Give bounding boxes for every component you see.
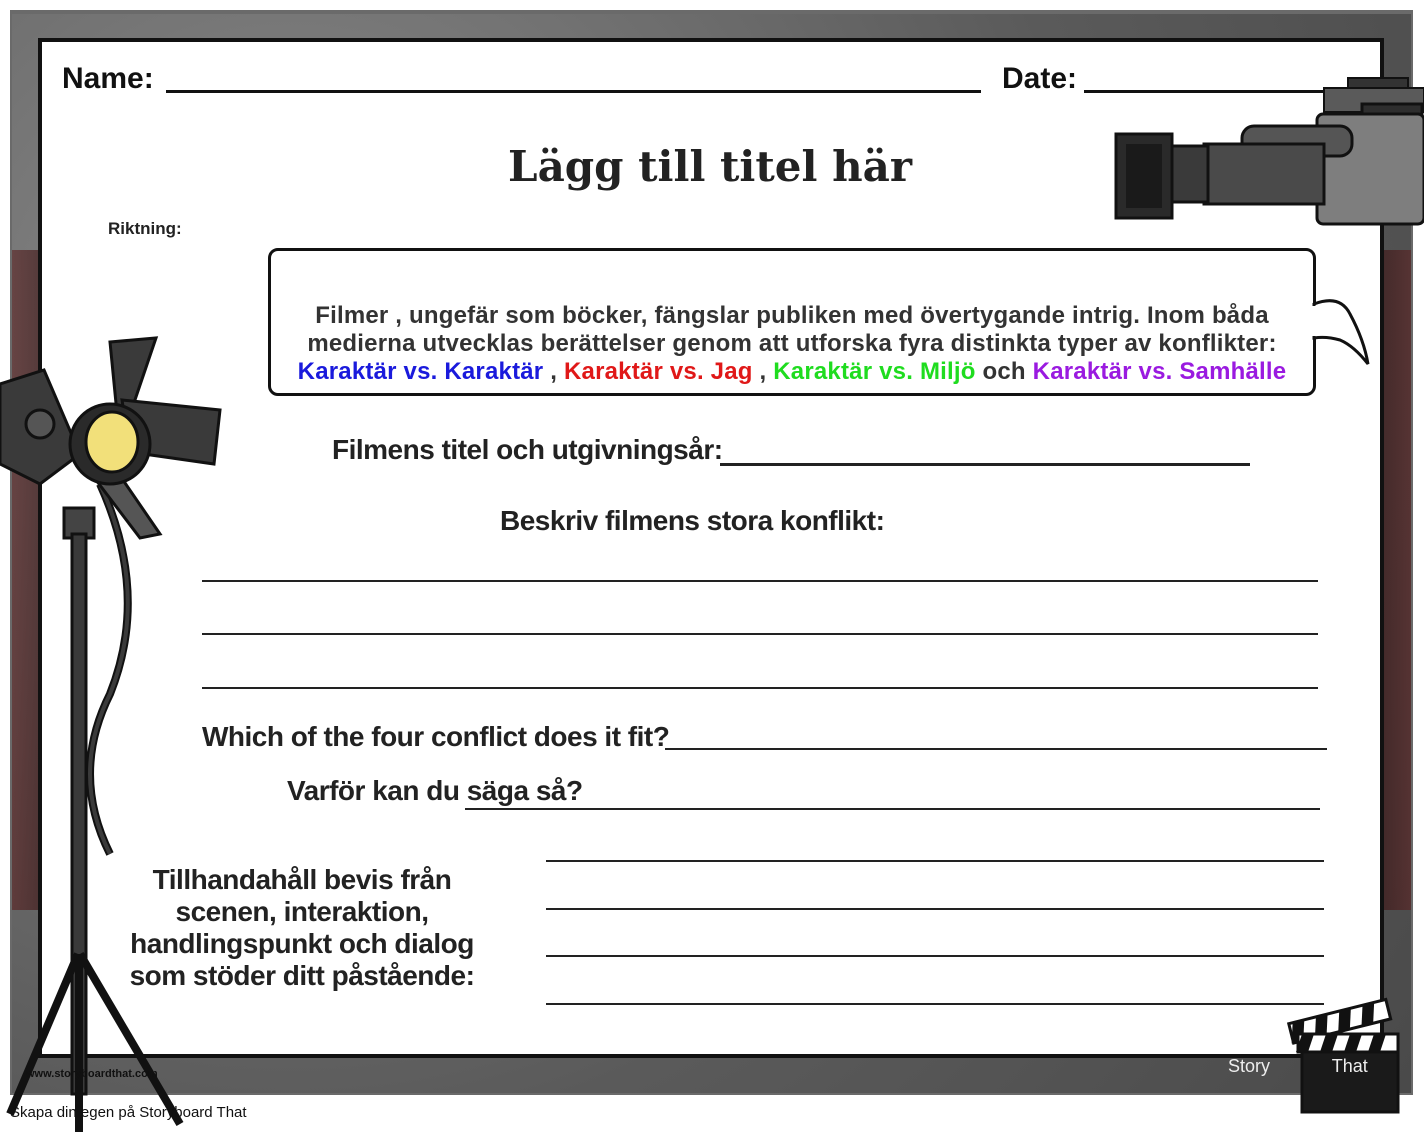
film-title-field[interactable] bbox=[720, 463, 1250, 466]
evidence-line-2[interactable] bbox=[546, 908, 1324, 910]
name-field[interactable] bbox=[166, 90, 981, 93]
spotlight-icon bbox=[0, 334, 224, 1132]
brand-left: Story bbox=[1228, 1056, 1271, 1076]
bubble-tail bbox=[1310, 290, 1374, 370]
evidence-line-3[interactable] bbox=[546, 955, 1324, 957]
clapperboard-icon bbox=[1286, 990, 1406, 1114]
why-field[interactable] bbox=[465, 808, 1320, 810]
which-field[interactable] bbox=[665, 748, 1327, 750]
name-label: Name: bbox=[62, 62, 154, 95]
camera-icon bbox=[1112, 74, 1424, 226]
question-film-title: Filmens titel och utgivningsår: bbox=[332, 434, 723, 465]
direction-label: Riktning: bbox=[108, 219, 182, 238]
conflict-char-vs-char: Karaktär vs. Karaktär bbox=[297, 358, 544, 385]
curtain-right bbox=[1382, 250, 1411, 910]
evidence-line-4[interactable] bbox=[546, 1003, 1324, 1005]
create-your-own-link[interactable]: Skapa din egen på Storyboard That bbox=[10, 1104, 247, 1121]
question-why: Varför kan du säga så? bbox=[287, 775, 583, 806]
brand-right: That bbox=[1331, 1056, 1368, 1076]
describe-line-3[interactable] bbox=[202, 687, 1318, 689]
date-label: Date: bbox=[1002, 62, 1078, 95]
conflict-char-vs-society: Karaktär vs. Samhälle bbox=[1032, 358, 1287, 385]
question-describe: Beskriv filmens stora konflikt: bbox=[500, 505, 885, 536]
intro-text-block bbox=[282, 302, 1302, 386]
brand-logo bbox=[1228, 1056, 1368, 1077]
describe-line-2[interactable] bbox=[202, 633, 1318, 635]
intro-text: Filmer , ungefär som böcker, fängslar publiken med övertygande intrig. Inom båda medierna utvecklas berättelser genom att utforska fyra distinkta typer av konflikter: bbox=[307, 302, 1277, 357]
page-title[interactable]: Lägg till titel här bbox=[508, 142, 912, 191]
evidence-line-1[interactable] bbox=[546, 860, 1324, 862]
describe-line-1[interactable] bbox=[202, 580, 1318, 582]
conflict-char-vs-self: Karaktär vs. Jag bbox=[563, 358, 753, 385]
question-which: Which of the four conflict does it fit? bbox=[202, 721, 670, 752]
website-link[interactable]: www.storyboardthat.com bbox=[26, 1068, 158, 1080]
sep-3: och bbox=[982, 358, 1026, 385]
conflict-char-vs-nature: Karaktär vs. Miljö bbox=[773, 358, 976, 385]
sep-2: , bbox=[759, 358, 767, 385]
question-evidence: Tillhandahåll bevis från scenen, interaktion, handlingspunkt och dialog som stöder ditt påstående: bbox=[129, 864, 475, 991]
sep-1: , bbox=[550, 358, 558, 385]
